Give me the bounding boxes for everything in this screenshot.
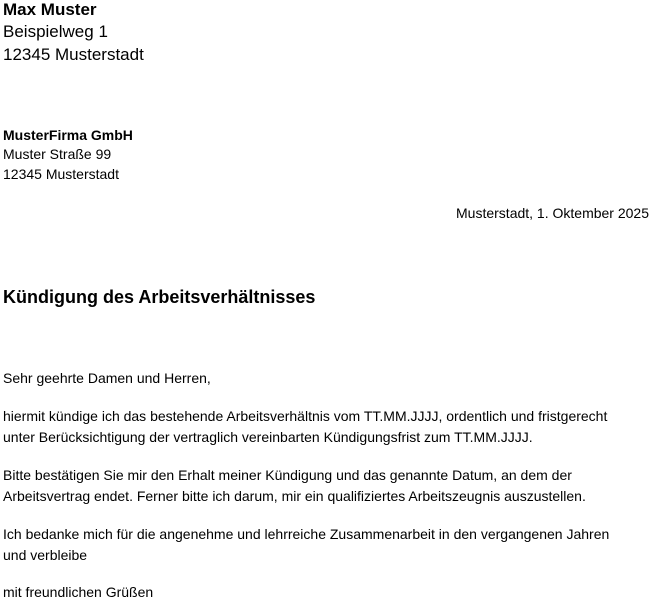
- paragraph-line: Bitte bestätigen Sie mir den Erhalt meiner Kündigung und das genannte Datum, an dem der: [3, 467, 572, 483]
- closing-phrase: mit freundlichen Grüßen: [3, 584, 154, 600]
- salutation: Sehr geehrte Damen und Herren,: [3, 370, 211, 386]
- body-paragraph-termination: [3, 406, 649, 448]
- sender-city: 12345 Musterstadt: [3, 45, 144, 64]
- paragraph-line: Ich bedanke mich für die angenehme und lehrreiche Zusammenarbeit in den vergangenen Jahren: [3, 526, 610, 542]
- letter-subject: Kündigung des Arbeitsverhältnisses: [3, 287, 316, 307]
- recipient-company: MusterFirma GmbH: [3, 127, 133, 143]
- paragraph-line: unter Berücksichtigung der vertraglich vereinbarten Kündigungsfrist zum TT.MM.JJJJ.: [3, 429, 533, 445]
- recipient-city: 12345 Musterstadt: [3, 166, 119, 182]
- body-paragraph-confirmation: [3, 465, 649, 507]
- paragraph-line: und verbleibe: [3, 547, 88, 563]
- paragraph-line: Arbeitsvertrag endet. Ferner bitte ich darum, mir ein qualifiziertes Arbeitszeugnis auszustellen.: [3, 488, 586, 504]
- sender-name: Max Muster: [3, 0, 97, 19]
- body-paragraph-thanks: [3, 524, 649, 566]
- date-line: Musterstadt, 1. Oktember 2025: [456, 205, 649, 221]
- sender-street: Beispielweg 1: [3, 22, 108, 41]
- paragraph-line: hiermit kündige ich das bestehende Arbeitsverhältnis vom TT.MM.JJJJ, ordentlich und fristgerecht: [3, 408, 608, 424]
- recipient-street: Muster Straße 99: [3, 146, 112, 162]
